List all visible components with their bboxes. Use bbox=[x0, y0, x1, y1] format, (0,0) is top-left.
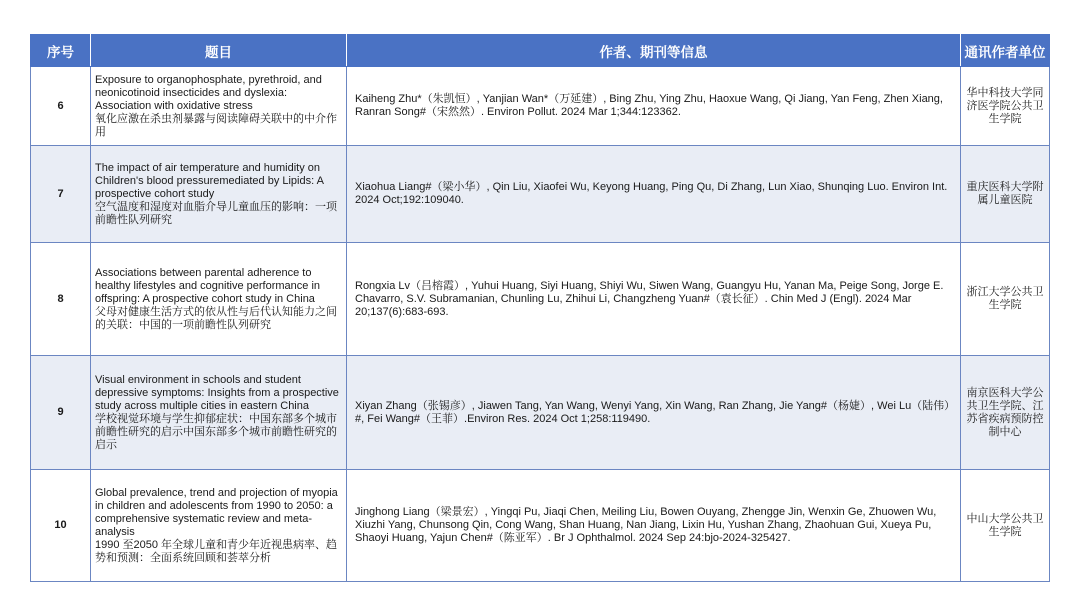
row-title bbox=[91, 146, 347, 243]
title-chinese: 空气温度和湿度对血脂介导儿童血压的影响：一项前瞻性队列研究 bbox=[95, 200, 337, 226]
title-chinese: 父母对健康生活方式的依从性与后代认知能力之间的关联：中国的一项前瞻性队列研究 bbox=[95, 305, 337, 331]
row-authors: Kaiheng Zhu*（朱凯恒）, Yanjian Wan*（万延建）, Bing Zhu, Ying Zhu, Haoxue Wang, Qi Jiang, Yan Feng, Zhen Xiang, Ranran Song#（宋然然）. Environ Pollut. 2024 Mar 1;344:123362. bbox=[347, 67, 961, 146]
header-no: 序号 bbox=[31, 35, 91, 67]
row-number: 6 bbox=[31, 67, 91, 146]
header-unit: 通讯作者单位 bbox=[961, 35, 1050, 67]
publications-table bbox=[30, 34, 1050, 582]
row-unit: 华中科技大学同济医学院公共卫生学院 bbox=[961, 67, 1050, 146]
row-title bbox=[91, 243, 347, 356]
table-row bbox=[31, 67, 1050, 146]
title-english: Global prevalence, trend and projection of myopia in children and adolescents from 1990 to 2050: a comprehensive systematic review and meta-analysis bbox=[95, 486, 338, 538]
row-unit: 重庆医科大学附属儿童医院 bbox=[961, 146, 1050, 243]
row-number: 9 bbox=[31, 356, 91, 470]
row-title bbox=[91, 67, 347, 146]
row-number: 8 bbox=[31, 243, 91, 356]
row-unit: 中山大学公共卫生学院 bbox=[961, 470, 1050, 582]
row-unit: 浙江大学公共卫生学院 bbox=[961, 243, 1050, 356]
title-english: Associations between parental adherence to healthy lifestyles and cognitive performance in offspring: A prospective cohort study in China bbox=[95, 266, 321, 305]
table-row bbox=[31, 470, 1050, 582]
title-chinese: 1990 至2050 年全球儿童和青少年近视患病率、趋势和预测：全面系统回顾和荟萃分析 bbox=[95, 538, 338, 564]
row-authors: Xiyan Zhang（张锡彦）, Jiawen Tang, Yan Wang, Wenyi Yang, Xin Wang, Ran Zhang, Jie Yang#（杨婕）, Wei Lu（陆伟）#, Fei Wang#（王菲）.Environ Res. 2024 Oct 1;258:119490. bbox=[347, 356, 961, 470]
title-chinese: 氧化应激在杀虫剂暴露与阅读障碍关联中的中介作用 bbox=[95, 112, 337, 138]
row-authors: Jinghong Liang（梁景宏）, Yingqi Pu, Jiaqi Chen, Meiling Liu, Bowen Ouyang, Zhengge Jin, Wenxin Ge, Zhuowen Wu, Xiuzhi Yang, Chunsong Qin, Cong Wang, Shan Huang, Nan Jiang, Lixin Hu, Yushan Zhang, Zhaohuan Gui, Xueya Pu, Shaoyi Huang, Yajun Chen#（陈亚军）. Br J Ophthalmol. 2024 Sep 24:bjo-2024-325427. bbox=[347, 470, 961, 582]
row-title bbox=[91, 470, 347, 582]
header-title: 题目 bbox=[91, 35, 347, 67]
title-english: Exposure to organophosphate, pyrethroid, and neonicotinoid insecticides and dyslexia: Association with oxidative stress bbox=[95, 73, 322, 112]
title-chinese: 学校视觉环境与学生抑郁症状：中国东部多个城市前瞻性研究的启示中国东部多个城市前瞻性研究的启示 bbox=[95, 412, 337, 451]
title-english: The impact of air temperature and humidity on Children's blood pressuremediated by Lipids: A prospective cohort study bbox=[95, 161, 324, 200]
table-row bbox=[31, 356, 1050, 470]
table-header-row bbox=[31, 35, 1050, 67]
header-authors: 作者、期刊等信息 bbox=[347, 35, 961, 67]
table-row bbox=[31, 146, 1050, 243]
table-row bbox=[31, 243, 1050, 356]
row-authors: Rongxia Lv（吕榕霞）, Yuhui Huang, Siyi Huang, Shiyi Wu, Siwen Wang, Guangyu Hu, Yanan Ma, Peige Song, Jorge E. Chavarro, S.V. Subramanian, Chunling Lu, Zhihui Li, Changzheng Yuan#（袁长征）. Chin Med J (Engl). 2024 Mar 20;137(6):683-693. bbox=[347, 243, 961, 356]
row-number: 10 bbox=[31, 470, 91, 582]
row-authors: Xiaohua Liang#（梁小华）, Qin Liu, Xiaofei Wu, Keyong Huang, Ping Qu, Di Zhang, Lun Xiao, Shunqing Luo. Environ Int. 2024 Oct;192:109040. bbox=[347, 146, 961, 243]
title-english: Visual environment in schools and student depressive symptoms: Insights from a prospective study across multiple cities in eastern China bbox=[95, 373, 339, 412]
row-number: 7 bbox=[31, 146, 91, 243]
row-title bbox=[91, 356, 347, 470]
row-unit: 南京医科大学公共卫生学院、江苏省疾病预防控制中心 bbox=[961, 356, 1050, 470]
